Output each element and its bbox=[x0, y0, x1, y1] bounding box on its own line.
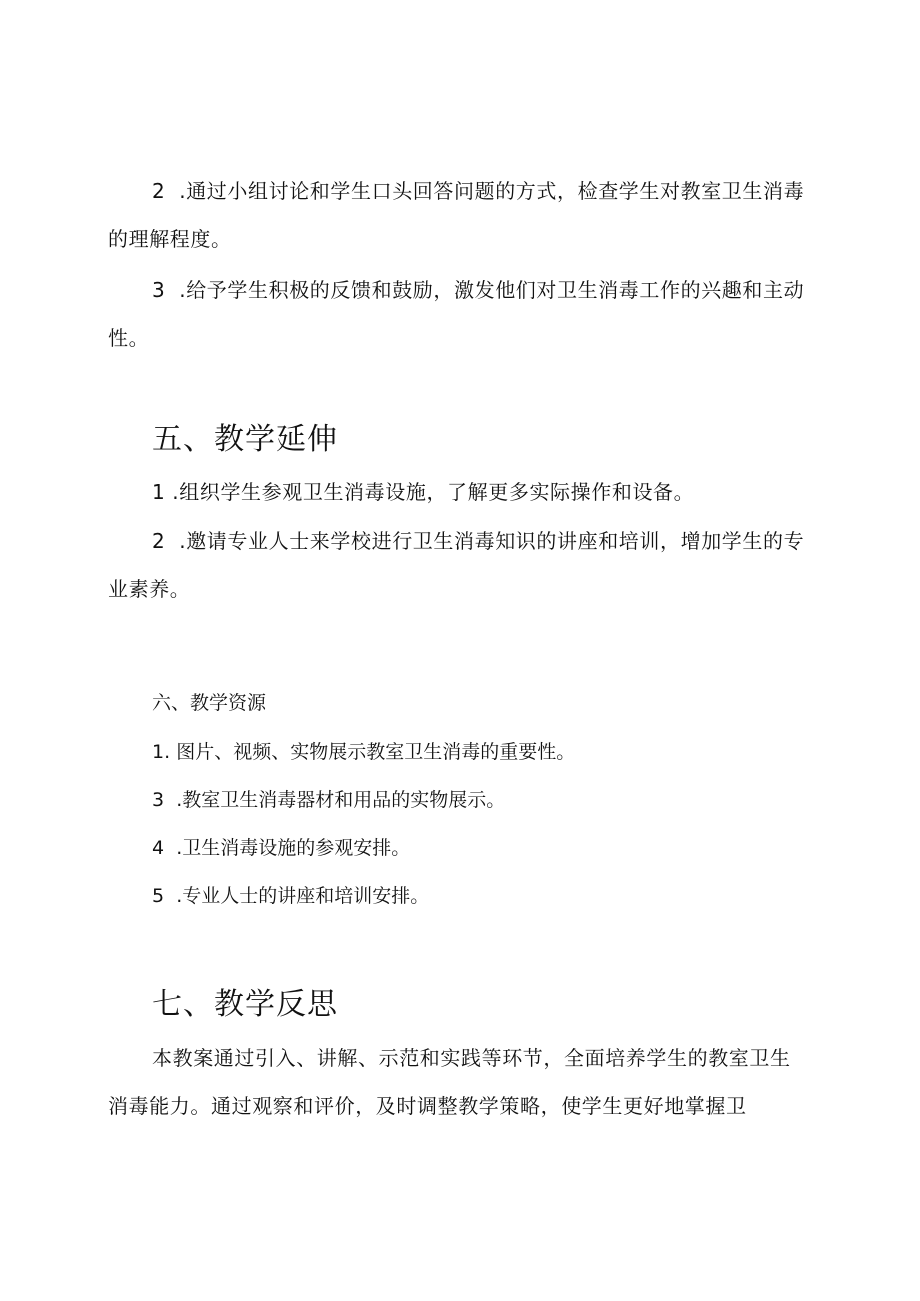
list-item bbox=[108, 167, 808, 263]
list-item-number: 1 bbox=[152, 480, 166, 504]
list-item-text: 图片、视频、实物展示教室卫生消毒的重要性。 bbox=[176, 741, 576, 763]
section-heading: 五、教学延伸 bbox=[152, 422, 338, 457]
list-item-number: 2 bbox=[152, 179, 166, 203]
list-item-number: 5 bbox=[152, 885, 165, 907]
list-item-number: 2 bbox=[152, 529, 166, 553]
list-item-number: 4 bbox=[152, 837, 165, 859]
list-item-number: 3 bbox=[152, 278, 166, 302]
list-item-text: .通过小组讨论和学生口头回答问题的方式，检查学生对教室卫生消毒的理解程度。 bbox=[108, 179, 805, 251]
list-item-text: .卫生消毒设施的参观安排。 bbox=[176, 837, 411, 859]
list-item-number: 3 bbox=[152, 789, 165, 811]
body-paragraph: 本教案通过引入、讲解、示范和实践等环节，全面培养学生的教室卫生消毒能力。通过观察和评价，及时调整教学策略，使学生更好地掌握卫 bbox=[108, 1046, 791, 1118]
section-heading: 七、教学反思 bbox=[152, 987, 338, 1022]
list-item-text: .给予学生积极的反馈和鼓励，激发他们对卫生消毒工作的兴趣和主动性。 bbox=[108, 278, 805, 350]
list-item bbox=[152, 737, 575, 767]
list-item-text: .教室卫生消毒器材和用品的实物展示。 bbox=[176, 789, 506, 811]
list-item bbox=[108, 517, 808, 613]
list-item bbox=[152, 881, 429, 911]
list-item bbox=[152, 833, 410, 863]
section-heading: 六、教学资源 bbox=[152, 692, 267, 714]
list-item-number: 1. bbox=[152, 741, 171, 763]
list-item-text: .专业人士的讲座和培训安排。 bbox=[176, 885, 430, 907]
list-item-text: .组织学生参观卫生消毒设施，了解更多实际操作和设备。 bbox=[172, 480, 695, 504]
list-item-text: .邀请专业人士来学校进行卫生消毒知识的讲座和培训，增加学生的专业素养。 bbox=[108, 529, 805, 601]
list-item bbox=[108, 266, 808, 362]
list-item bbox=[152, 785, 505, 815]
list-item bbox=[108, 468, 808, 516]
